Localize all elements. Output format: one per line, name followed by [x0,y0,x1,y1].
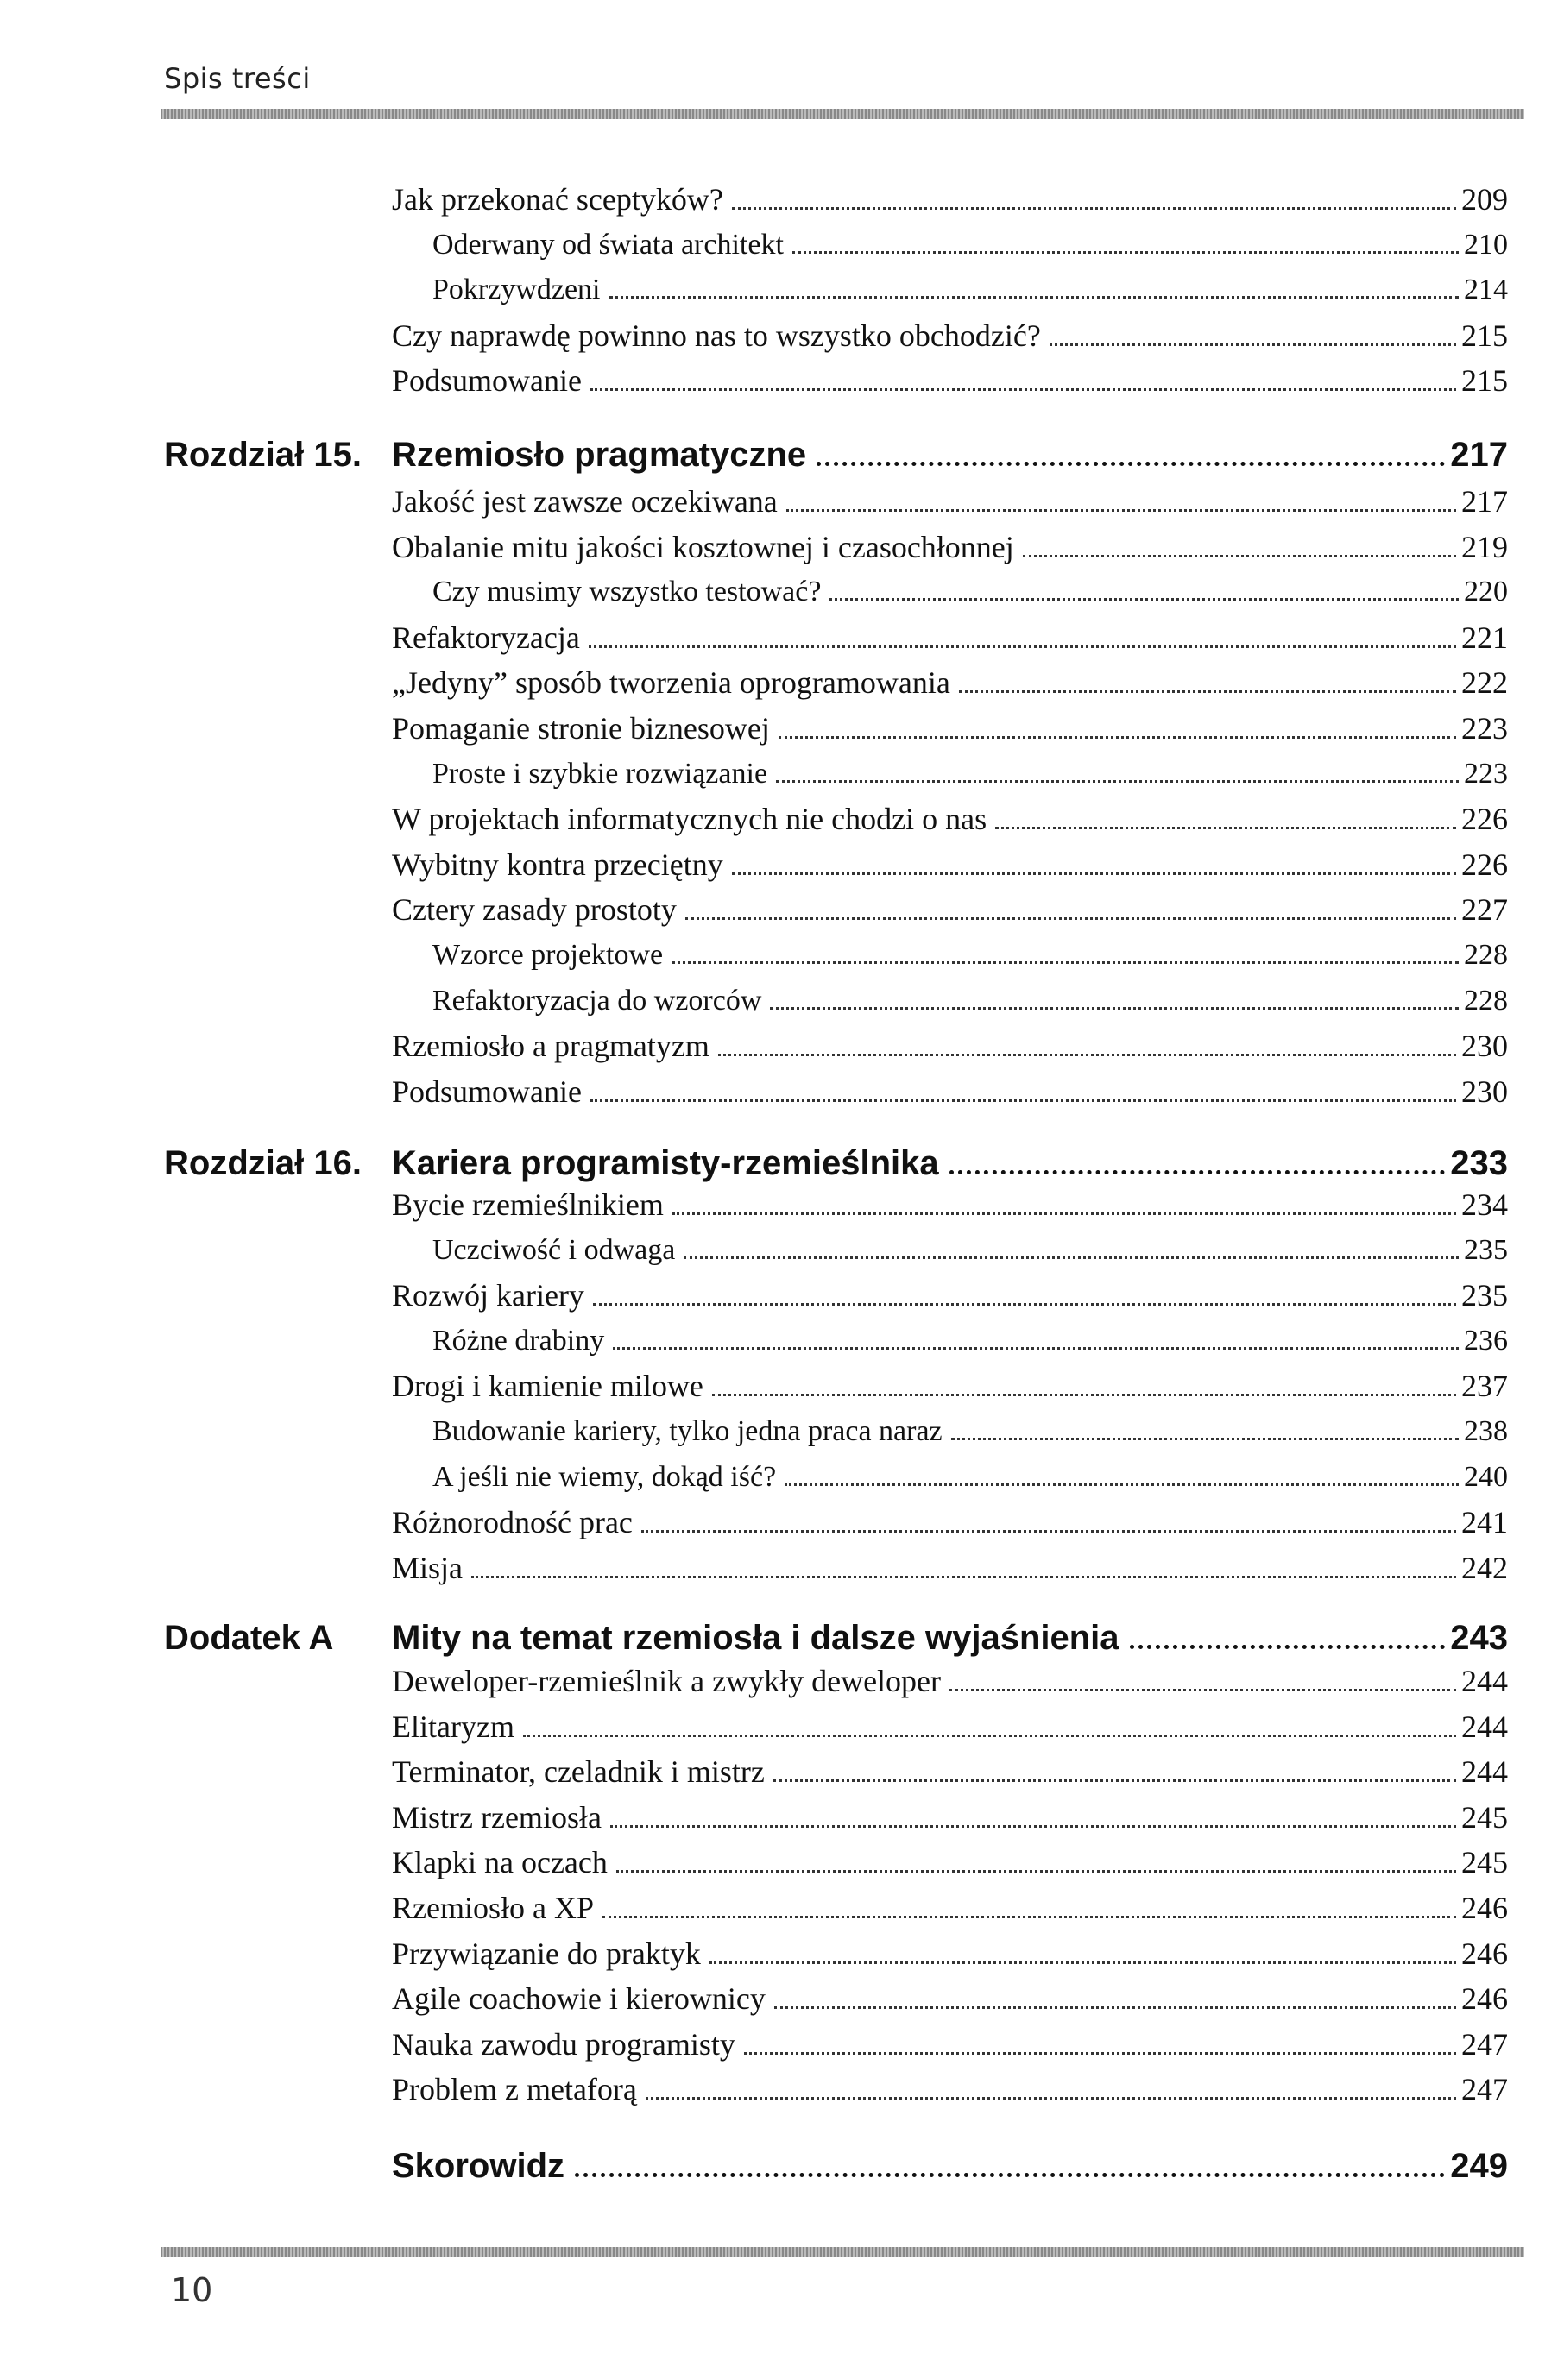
toc-entry [392,660,1508,705]
dot-leader [817,462,1445,466]
dot-leader [712,1394,1456,1396]
dot-leader [523,1735,1456,1737]
entry-page: 217 [1461,484,1508,519]
chapter-page: 243 [1450,1619,1508,1657]
entry-title: Rzemiosło a XP [392,1891,594,1925]
entry-page: 245 [1461,1845,1508,1880]
chapter-heading [164,429,1508,481]
entry-title: Rozwój kariery [392,1278,584,1313]
dot-leader [641,1530,1456,1533]
entry-page: 215 [1461,318,1508,353]
entry-title: Proste i szybkie rozwiązanie [432,757,768,790]
dot-leader [774,2006,1456,2009]
chapter-page: 233 [1450,1144,1508,1182]
dot-leader [709,1961,1456,1964]
dot-leader [744,2052,1456,2055]
entry-page: 230 [1461,1029,1508,1064]
entry-page: 244 [1461,1709,1508,1744]
entry-title: Przywiązanie do praktyk [392,1936,701,1971]
dot-leader [590,388,1456,391]
dot-leader [589,645,1456,648]
entry-title: Drogi i kamienie milowe [392,1369,703,1404]
entry-title: „Jedyny” sposób tworzenia oprogramowania [392,665,950,701]
entry-title: Refaktoryzacja do wzorców [432,984,762,1017]
toc-entry [432,570,1508,614]
dot-leader [471,1576,1456,1578]
entry-page: 209 [1461,182,1508,217]
dot-leader [609,296,1459,299]
dot-leader [646,2097,1456,2100]
toc-entry [432,1455,1508,1500]
toc-entry [432,1228,1508,1273]
toc-entry [392,1795,1508,1840]
entry-page: 222 [1461,665,1508,701]
page-number: 10 [171,2271,213,2309]
toc-entry [392,313,1508,358]
entry-page: 228 [1464,984,1508,1017]
dot-leader [785,1483,1459,1486]
entry-page: 226 [1461,847,1508,882]
entry-page: 228 [1464,939,1508,971]
dot-leader [590,1099,1456,1102]
entry-page: 219 [1461,529,1508,564]
chapter-title: Skorowidz [392,2147,565,2185]
entry-title: Problem z metaforą [392,2072,637,2107]
toc-entry [392,1023,1508,1068]
dot-leader [949,1170,1446,1174]
dot-leader [593,1303,1456,1306]
entry-title: Obalanie mitu jakości kosztownej i czasochłonnej [392,529,1014,564]
entry-page: 210 [1464,228,1508,261]
chapter-title: Kariera programisty-rzemieślnika [392,1144,939,1182]
entry-page: 245 [1461,1799,1508,1835]
entry-page: 244 [1461,1664,1508,1698]
toc-entry [392,1546,1508,1590]
dot-leader [770,1007,1459,1010]
entry-title: W projektach informatycznych nie chodzi o nas [392,802,987,837]
toc-entry [392,1749,1508,1794]
toc-entry [392,706,1508,751]
entry-title: Nauka zawodu programisty [392,2026,735,2062]
toc-entry [392,796,1508,841]
entry-title: Bycie rzemieślnikiem [392,1187,664,1222]
toc-entry [392,1069,1508,1114]
entry-title: Terminator, czeladnik i mistrz [392,1754,765,1790]
entry-title: Oderwany od świata architekt [432,228,784,261]
dot-leader [613,1347,1459,1350]
entry-title: Pokrzywdzeni [432,274,601,306]
toc-entry [432,268,1508,312]
chapter-label: Rozdział 16. [164,1144,362,1182]
entry-page: 221 [1461,620,1508,655]
entry-title: Czy naprawdę powinno nas to wszystko obchodzić? [392,318,1041,353]
chapter-heading [164,2140,1508,2192]
entry-title: Deweloper-rzemieślnik a zwykły deweloper [392,1664,942,1698]
dot-leader [616,1870,1456,1873]
entry-title: Jak przekonać sceptyków? [392,182,723,217]
entry-page: 215 [1461,363,1508,399]
chapter-page: 217 [1450,436,1508,474]
dot-leader [1050,343,1456,346]
toc-entry [432,1409,1508,1454]
dot-leader [672,1212,1456,1215]
entry-title: Rzemiosło a pragmatyzm [392,1029,709,1064]
chapter-heading [164,1137,1508,1189]
toc-entry [392,1363,1508,1408]
toc-entry [392,1500,1508,1545]
toc-entry [392,1976,1508,2021]
entry-page: 241 [1461,1505,1508,1540]
toc-entry [392,1704,1508,1749]
entry-page: 247 [1461,2072,1508,2107]
toc-entry [392,887,1508,932]
entry-title: Uczciwość i odwaga [432,1233,676,1266]
entry-title: Misja [392,1550,464,1585]
dot-leader [951,1438,1459,1440]
dot-leader [718,1054,1456,1056]
entry-title: Wzorce projektowe [432,939,664,971]
dot-leader [786,509,1456,512]
dot-leader [610,1825,1456,1828]
entry-title: Różnorodność prac [392,1505,633,1540]
entry-page: 237 [1461,1369,1508,1404]
entry-page: 246 [1461,1936,1508,1971]
entry-page: 226 [1461,802,1508,837]
chapter-label: Dodatek A [164,1619,334,1657]
entry-title: Jakość jest zawsze oczekiwana [392,484,778,519]
dot-leader [959,690,1456,693]
entry-title: Czy musimy wszystko testować? [432,576,822,608]
dot-leader [575,2173,1445,2177]
toc-entry [432,752,1508,796]
entry-title: Agile coachowie i kierownicy [392,1981,766,2017]
dot-leader [732,207,1456,210]
entry-page: 238 [1464,1415,1508,1447]
entry-page: 223 [1461,711,1508,746]
toc-entry [392,1886,1508,1930]
chapter-page: 249 [1450,2147,1508,2185]
entry-title: A jeśli nie wiemy, dokąd iść? [432,1460,777,1493]
toc-entry [392,1659,1508,1703]
entry-title: Mistrz rzemiosła [392,1799,602,1835]
entry-page: 227 [1461,892,1508,928]
toc-entry [432,979,1508,1023]
entry-page: 223 [1464,757,1508,790]
dot-leader [773,1779,1456,1782]
dot-leader [792,251,1459,254]
entry-page: 236 [1464,1324,1508,1357]
toc-entry [392,358,1508,403]
dot-leader [829,598,1459,601]
toc-entry [392,1931,1508,1976]
dot-leader [1130,1645,1446,1649]
entry-title: Różne drabiny [432,1324,605,1357]
dot-leader [602,1916,1456,1918]
entry-page: 246 [1461,1981,1508,2017]
entry-page: 235 [1464,1233,1508,1266]
toc-entry [392,177,1508,222]
entry-page: 230 [1461,1074,1508,1109]
toc-entry [432,933,1508,978]
dot-leader [779,736,1456,739]
toc-entry [392,1840,1508,1885]
toc-entry [392,479,1508,524]
dot-leader [776,780,1459,783]
toc-entry [432,223,1508,268]
entry-title: Wybitny kontra przeciętny [392,847,723,882]
dot-leader [732,872,1456,875]
entry-page: 214 [1464,274,1508,306]
toc-entry [392,2067,1508,2112]
entry-title: Podsumowanie [392,1074,582,1109]
entry-title: Refaktoryzacja [392,620,580,655]
chapter-heading [164,1612,1508,1664]
toc-entry [392,525,1508,570]
toc-entry [432,1319,1508,1363]
entry-page: 242 [1461,1550,1508,1585]
footer-rule [161,2247,1524,2257]
running-header: Spis treści [164,62,311,95]
dot-leader [995,827,1456,829]
dot-leader [672,961,1459,964]
dot-leader [949,1689,1456,1691]
entry-title: Klapki na oczach [392,1845,608,1880]
entry-title: Budowanie kariery, tylko jedna praca naraz [432,1415,943,1447]
chapter-title: Mity na temat rzemiosła i dalsze wyjaśnienia [392,1619,1119,1657]
dot-leader [1023,555,1456,557]
toc-entry [392,842,1508,887]
dot-leader [685,917,1456,920]
entry-page: 220 [1464,576,1508,608]
entry-title: Cztery zasady prostoty [392,892,677,928]
toc-entry [392,615,1508,660]
entry-page: 234 [1461,1187,1508,1222]
chapter-title: Rzemiosło pragmatyczne [392,436,807,474]
entry-title: Pomaganie stronie biznesowej [392,711,770,746]
entry-title: Podsumowanie [392,363,582,399]
header-rule [161,109,1524,119]
entry-page: 246 [1461,1891,1508,1925]
entry-page: 240 [1464,1460,1508,1493]
toc-entry [392,2022,1508,2067]
entry-page: 247 [1461,2026,1508,2062]
entry-title: Elitaryzm [392,1709,514,1744]
toc-entry [392,1182,1508,1227]
chapter-label: Rozdział 15. [164,436,362,474]
dot-leader [684,1256,1459,1259]
entry-page: 235 [1461,1278,1508,1313]
entry-page: 244 [1461,1754,1508,1790]
toc-entry [392,1273,1508,1318]
